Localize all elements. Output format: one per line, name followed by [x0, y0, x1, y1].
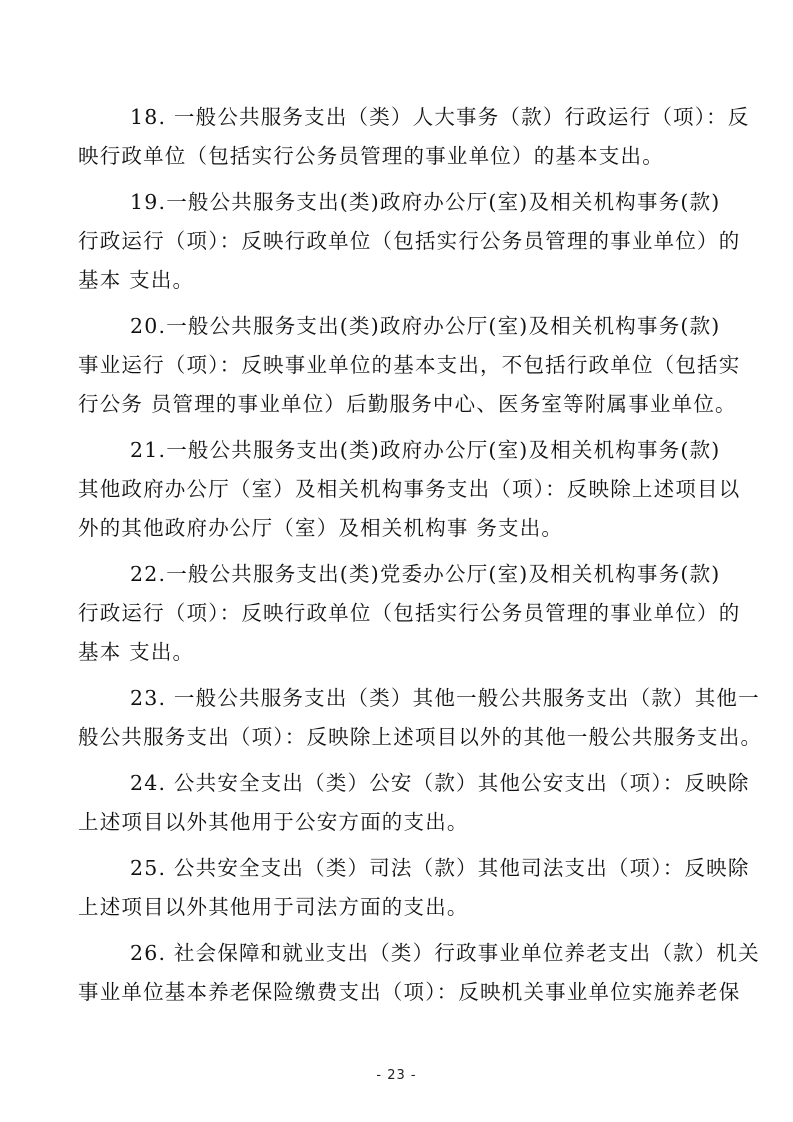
paragraph-line: 事业单位基本养老保险缴费支出（项）：反映机关事业单位实施养老保: [78, 980, 741, 1004]
paragraph-line: 映行政单位（包括实行公务员管理的事业单位）的基本支出。: [78, 144, 664, 168]
paragraph-20: [78, 307, 741, 424]
paragraph-line: 25. 公共安全支出（类）司法（款）其他司法支出（项）：反映除: [130, 856, 750, 880]
paragraph-line: 26. 社会保障和就业支出（类）行政事业单位养老支出（款）机关: [130, 941, 760, 965]
paragraph-line: 上述项目以外其他用于公安方面的支出。: [78, 810, 469, 834]
paragraph-line: 般公共服务支出（项）：反映除上述项目以外的其他一般公共服务支出。: [78, 725, 763, 749]
paragraph-line: 行政运行（项）：反映行政单位（包括实行公务员管理的事业单位）的: [78, 601, 741, 625]
paragraph-line: 其他政府办公厅（室）及相关机构事务支出（项）：反映除上述项目以: [78, 477, 741, 501]
paragraph-18: [78, 98, 750, 176]
paragraph-line: 23. 一般公共服务支出（类）其他一般公共服务支出（款）其他一: [130, 686, 760, 710]
paragraph-line: 24. 公共安全支出（类）公安（款）其他公安支出（项）：反映除: [130, 771, 750, 795]
paragraph-19: [78, 183, 741, 300]
paragraph-23: [78, 679, 763, 757]
paragraph-25: [78, 849, 750, 927]
paragraph-line: 18. 一般公共服务支出（类）人大事务（款）行政运行（项）：反: [130, 105, 750, 129]
paragraph-line: 行政运行（项）：反映行政单位（包括实行公务员管理的事业单位）的: [78, 229, 741, 253]
paragraph-line: 行公务 员管理的事业单位）后勤服务中心、医务室等附属事业单位。: [78, 392, 737, 416]
page-number: - 23 -: [376, 1068, 417, 1083]
paragraph-line: 上述项目以外其他用于司法方面的支出。: [78, 895, 469, 919]
paragraph-21: [78, 431, 741, 548]
paragraph-line: 基本 支出。: [78, 640, 195, 664]
paragraph-line: 基本 支出。: [78, 268, 195, 292]
paragraph-line: 事业运行（项）：反映事业单位的基本支出，不包括行政单位（包括实: [78, 353, 741, 377]
paragraph-26: [78, 934, 760, 1012]
paragraph-22: [78, 555, 741, 672]
paragraph-line: 19.一般公共服务支出(类)政府办公厅(室)及相关机构事务(款): [130, 190, 721, 214]
paragraph-line: 22.一般公共服务支出(类)党委办公厅(室)及相关机构事务(款): [130, 562, 721, 586]
paragraph-line: 21.一般公共服务支出(类)政府办公厅(室)及相关机构事务(款): [130, 438, 721, 462]
paragraph-line: 外的其他政府办公厅（室）及相关机构事 务支出。: [78, 516, 564, 540]
paragraph-line: 20.一般公共服务支出(类)政府办公厅(室)及相关机构事务(款): [130, 314, 721, 338]
paragraph-24: [78, 764, 750, 842]
body-text: [78, 98, 763, 1019]
